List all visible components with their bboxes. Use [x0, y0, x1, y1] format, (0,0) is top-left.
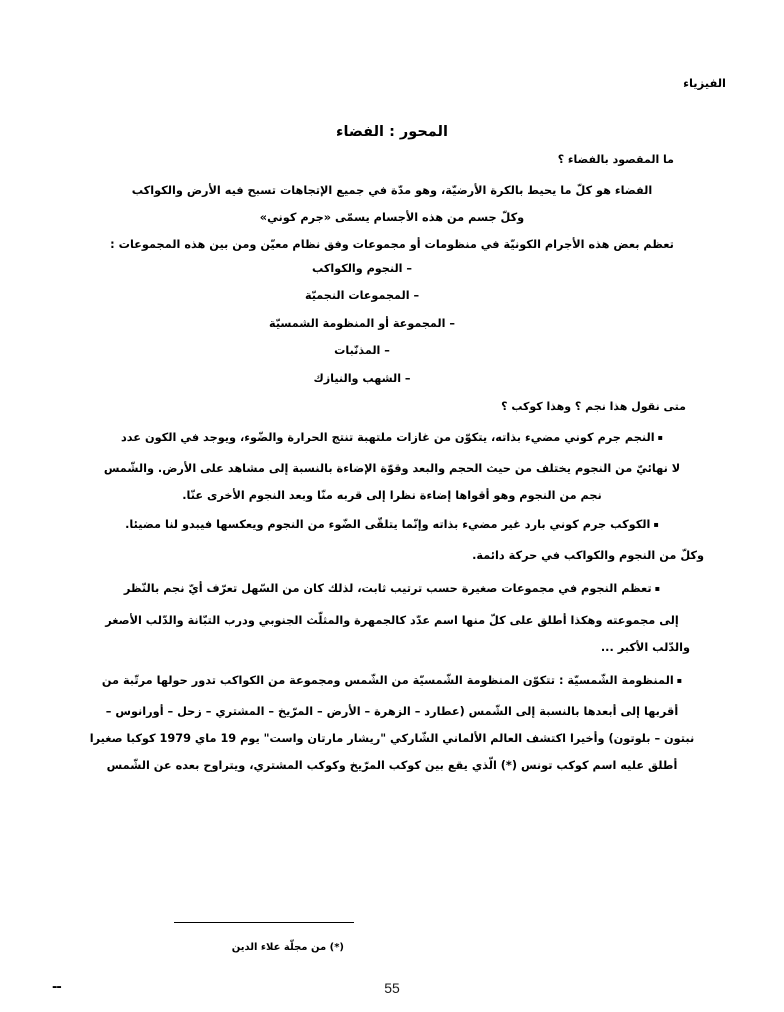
star-definition-block: [58, 426, 726, 449]
celestial-groups-list: [58, 262, 726, 385]
list-item: – المجموعة أو المنظومة الشمسيّة: [269, 316, 455, 330]
planet-definition-line-1: الكوكب جرم كوني بارد غير مضيء بذاته وإنّما يتلقّى الضّوء من النجوم ويعكسها فيبدو لنا مضيئا.: [125, 518, 651, 532]
solar-system-line-2: أقربها إلى أبعدها بالنسبة إلى الشّمس (عطارد – الزهرة – الأرض – المرّيخ – المشتري – زحل – أورانوس –: [105, 705, 679, 719]
constellation-line-1: تعظم النجوم في مجموعات صغيرة حسب ترتيب ثابت، لذلك كان من السّهل تعرّف أيّ نجم بالنّظر: [123, 582, 652, 596]
document-body: [58, 152, 726, 782]
question-star-or-planet: متى نقول هذا نجم ؟ وهذا كوكب ؟: [501, 400, 686, 414]
solar-system-line-1: المنظومة الشّمسيّة : تتكوّن المنظومة الشّمسيّة من الشّمس ومجموعة من الكواكب تدور حولها مرتّبة من: [101, 673, 674, 687]
list-item: – الشهب والنيازك: [313, 371, 411, 385]
solar-system-block: [58, 669, 726, 692]
solar-system-line-3: نبتون – بلوتون) وأخيرا اكتشف العالم الألماني الشّاركي "ريشار مارتان واست" يوم 19 ماي 1979 كوكبا صغيرا: [89, 732, 695, 746]
definition-paragraph-line-2: وكلّ جسم من هذه الأجسام يسمّى «جرم كوني»: [259, 210, 525, 224]
constellation-block: [58, 577, 726, 600]
constellation-line-2: إلى مجموعته وهكذا أطلق على كلّ منها اسم عدّد كالجمهرة والمثلّث الجنوبي ودرب التبّانة والدّلب الأصغر: [105, 613, 679, 627]
footnote: (*) من مجلّة علاء الدين: [231, 942, 344, 953]
square-bullet-icon: ▪: [653, 520, 659, 530]
list-item: – النجوم والكواكب: [312, 261, 412, 275]
solar-system-line-4: أطلق عليه اسم كوكب تونس (*) الّذي يقع بين كوكب المرّيخ وكوكب المشتري، ويتراوح بعده عن الشّمس: [106, 759, 678, 773]
constellation-line-3: والدّلب الأكبر ...: [600, 640, 690, 654]
list-item: – المذنّبات: [334, 344, 390, 358]
star-definition-line-2: لا نهائيّ من النجوم يختلف من حيث الحجم والبعد وقوّة الإضاءة بالنسبة إلى مشاهد على الأرض. والشّمس: [103, 461, 681, 475]
star-definition-line-1: النجم جرم كوني مضيء بذاته، يتكوّن من غازات ملتهبة تنتج الحرارة والضّوء، ويوجد في الكون عدد: [120, 430, 655, 444]
square-bullet-icon: ▪: [654, 584, 661, 594]
corner-mark: --: [52, 980, 61, 995]
footnote-separator: [174, 922, 354, 923]
planet-definition-line-2: وكلّ من النجوم والكواكب في حركة دائمة.: [472, 549, 704, 563]
definition-paragraph-line-1: الفضاء هو كلّ ما يحيط بالكرة الأرضيّة، وهو مدّة في جميع الإتجاهات تسبح فيه الأرض والكواكب: [131, 183, 653, 197]
list-item: – المجموعات النجميّة: [304, 289, 420, 303]
question-what-is-space: ما المقصود بالفضاء ؟: [557, 153, 674, 166]
star-definition-line-3: نجم من النجوم وهو أقواها إضاءة نظرا إلى قربه منّا وبعد النجوم الأخرى عنّا.: [182, 488, 602, 502]
page-number: 55: [384, 980, 400, 996]
square-bullet-icon: ▪: [657, 432, 664, 442]
subject-header: الفيزياء: [683, 76, 726, 90]
square-bullet-icon: ▪: [676, 675, 683, 685]
page-title: المحور : الفضاء: [336, 123, 448, 140]
grouping-paragraph: تعظم بعض هذه الأجرام الكونيّة في منظومات أو مجموعات وفق نظام معيّن ومن بين هذه المجموعات :: [110, 237, 674, 251]
planet-definition-block: [58, 513, 726, 536]
